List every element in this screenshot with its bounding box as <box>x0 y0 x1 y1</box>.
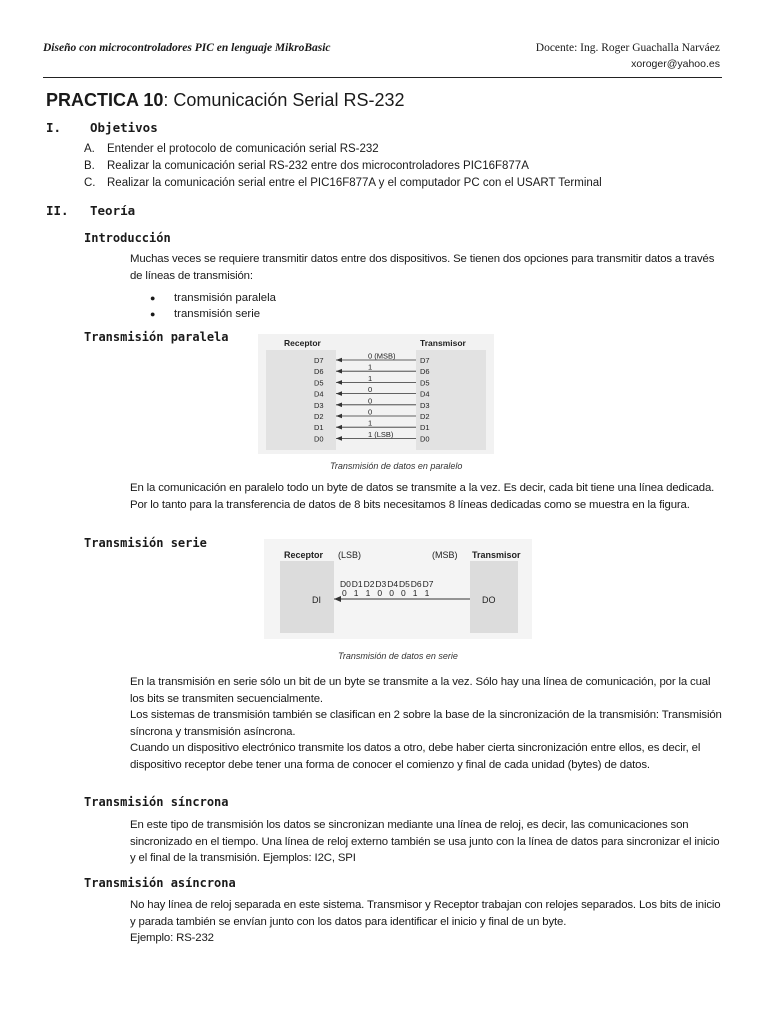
bit-value-label: 0 <box>368 396 373 406</box>
receptor-pin-label: D0 <box>314 434 324 444</box>
bit-name-label: D4 <box>387 579 399 589</box>
header-email[interactable]: xoroger@yahoo.es <box>631 58 720 70</box>
transmisor-pin-label: D0 <box>420 434 430 444</box>
section-title: Teoría <box>90 203 136 218</box>
parallel-paragraph: En la comunicación en paralelo todo un byte de datos se transmite a la vez. Es decir, cada bit tiene una línea dedicada. Por lo tanto para la transferencia de datos de 8 bits necesitamos 8 líneas dedicadas como se muestra en la figura. <box>130 482 715 511</box>
subheading-introduccion: Introducción <box>84 231 171 245</box>
msb-label: (MSB) <box>432 550 458 560</box>
bit-value-label: 1 <box>424 588 430 598</box>
sync-paragraph: En este tipo de transmisión los datos se sincronizan mediante una línea de reloj, es decir, las comunicaciones son sincronizado en el tiempo. Una línea de reloj externo también se usa junto con la línea de datos para sincronizar el inicio y el final de la transmisión. Ejemplos: I2C, SPI <box>130 819 720 864</box>
transmisor-pin-label: D3 <box>420 400 430 410</box>
parallel-diagram <box>258 334 494 454</box>
section-objetivos-heading <box>46 120 158 135</box>
transmisor-pin-label: D7 <box>420 356 430 365</box>
serial-caption: Transmisión de datos en serie <box>338 651 458 661</box>
bit-value-label: 1 <box>368 362 373 372</box>
bit-value-label: 0 <box>389 588 394 598</box>
receptor-label: Receptor <box>284 550 324 560</box>
receptor-pin-label: D6 <box>314 367 324 377</box>
bit-name-label: D0 <box>340 579 351 589</box>
bit-name-label: D6 <box>410 579 422 589</box>
list-text: transmisión serie <box>174 308 261 321</box>
serial-paragraphs <box>130 674 726 773</box>
section-number: II. <box>46 203 69 218</box>
receptor-pin-label: D4 <box>314 389 324 399</box>
receptor-pin-label: D5 <box>314 378 324 388</box>
bit-name-label: D3 <box>375 579 387 589</box>
transmisor-pin-label: D4 <box>420 389 430 399</box>
bit-value-label: 1 <box>368 373 373 383</box>
bit-name-label: D2 <box>363 579 375 589</box>
section-title: Objetivos <box>90 120 158 135</box>
list-text: transmisión paralela <box>174 292 276 305</box>
bit-value-label: 0 <box>368 385 373 395</box>
lsb-label: (LSB) <box>338 550 362 560</box>
list-text: Entender el protocolo de comunicación serial RS-232 <box>107 143 379 155</box>
serial-paragraph-2: Los sistemas de transmisión también se clasifican en 2 sobre la base de la sincronización de la transmisión: Transmisión síncrona y transmisión asíncrona. <box>130 709 722 738</box>
receptor-pin-label: D1 <box>314 423 324 433</box>
receptor-pin-label: D3 <box>314 400 324 410</box>
bit-value-label: 0 <box>401 588 406 598</box>
serial-paragraph-3: Cuando un dispositivo electrónico transmite los datos a otro, debe haber cierta sincronización entre ellos, es decir, el dispositivo receptor debe tener una forma de conocer el comienzo y final de cada unidad (bytes) de datos. <box>130 742 701 771</box>
header-course: Diseño con microcontroladores PIC en lenguaje MikroBasic <box>43 42 331 54</box>
subheading-transmision-sincrona: Transmisión síncrona <box>84 795 229 809</box>
bit-value-label: 0 <box>368 407 373 417</box>
list-letter: B. <box>84 160 95 172</box>
section-number: I. <box>46 120 62 135</box>
async-paragraph: No hay línea de reloj separada en este sistema. Transmisor y Receptor trabajan con relojes separados. Los bits de inicio y parada también se envían junto con los datos para identificar el inicio y final de un byte. <box>130 899 721 928</box>
serial-paragraph-1: En la transmisión en serie sólo un bit de un byte se transmite a la vez. Sólo hay una línea de comunicación, por la cual los bits se transmiten secuencialmente. <box>130 676 711 705</box>
transmisor-pin-label: D1 <box>420 423 430 433</box>
di-label: DI <box>312 595 321 605</box>
bit-name-label: D1 <box>351 579 363 589</box>
do-label: DO <box>482 595 496 605</box>
bullet-icon: ● <box>150 309 156 320</box>
list-item <box>84 158 602 175</box>
transmisor-pin-label: D6 <box>420 367 430 377</box>
intro-paragraph: Muchas veces se requiere transmitir datos entre dos dispositivos. Se tienen dos opciones para transmitir datos a través de líneas de transmisión: <box>130 253 715 282</box>
receptor-label: Receptor <box>284 338 321 348</box>
bit-value-label: 1 <box>412 588 418 598</box>
receptor-box <box>266 350 336 450</box>
subheading-transmision-paralela: Transmisión paralela <box>84 330 229 344</box>
bit-value-label: 0 <box>377 588 383 598</box>
bullet-icon: ● <box>150 293 156 303</box>
bit-name-label: D7 <box>422 579 434 589</box>
page-title-rest: : Comunicación Serial RS-232 <box>163 90 405 110</box>
list-item <box>150 306 276 322</box>
transmisor-pin-label: D5 <box>420 378 430 388</box>
header-teacher: Docente: Ing. Roger Guachalla Narváez <box>535 42 720 54</box>
section-teoria-heading <box>46 203 135 218</box>
bit-value-label: 0 (MSB) <box>368 351 396 361</box>
list-text: Realizar la comunicación serial entre el PIC16F877A y el computador PC con el USART Terminal <box>107 177 602 189</box>
objectives-list <box>84 141 602 192</box>
header-divider <box>43 77 722 78</box>
list-letter: A. <box>84 143 95 155</box>
bit-value-label: 1 <box>365 588 371 598</box>
list-letter: C. <box>84 177 96 189</box>
bit-value-label: 1 (LSB) <box>368 429 394 439</box>
list-item <box>150 290 276 306</box>
page-title <box>46 90 404 111</box>
page-title-bold: PRACTICA 10 <box>46 90 164 110</box>
receptor-pin-label: D2 <box>314 412 324 421</box>
parallel-caption: Transmisión de datos en paralelo <box>330 461 463 471</box>
subheading-transmision-serie: Transmisión serie <box>84 536 207 550</box>
list-item <box>84 141 602 158</box>
list-text: Realizar la comunicación serial RS-232 entre dos microcontroladores PIC16F877A <box>107 160 529 172</box>
async-example: Ejemplo: RS-232 <box>130 932 214 944</box>
bit-value-label: 0 <box>342 588 347 598</box>
transmisor-label: Transmisor <box>472 550 521 560</box>
receptor-box <box>280 561 334 633</box>
receptor-pin-label: D7 <box>314 356 324 365</box>
subheading-transmision-asincrona: Transmisión asíncrona <box>84 876 236 890</box>
intro-bullets <box>150 290 276 322</box>
bit-name-label: D5 <box>399 579 410 589</box>
transmisor-pin-label: D2 <box>420 412 430 421</box>
transmisor-label: Transmisor <box>420 338 466 348</box>
bit-value-label: 1 <box>368 418 373 428</box>
async-paragraphs <box>130 897 726 947</box>
bit-value-label: 1 <box>353 588 359 598</box>
serial-diagram <box>264 539 532 639</box>
list-item <box>84 175 602 192</box>
